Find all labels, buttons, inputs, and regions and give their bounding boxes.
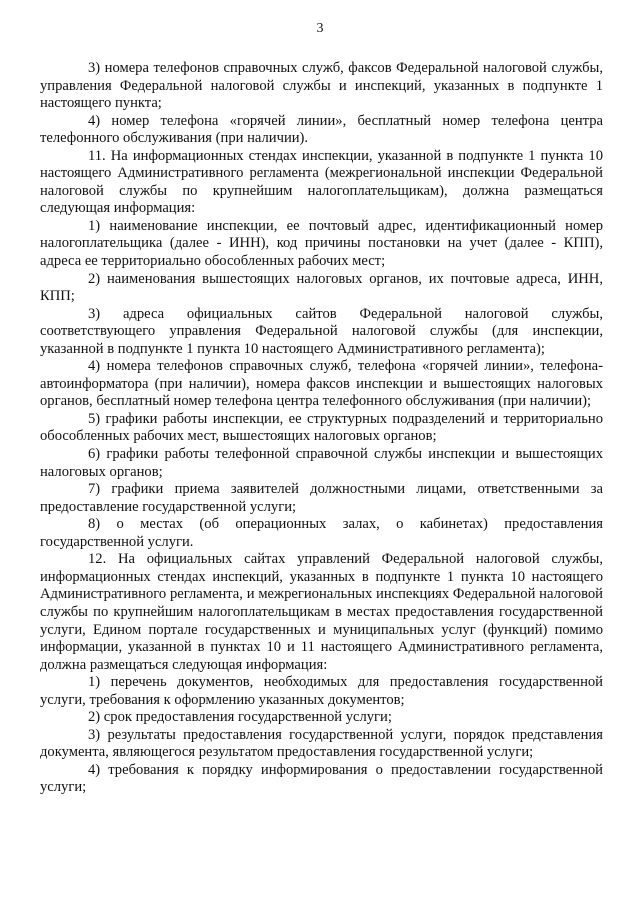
page-number: 3: [316, 21, 324, 36]
paragraph-11-item-3: 3) адреса официальных сайтов Федеральной налоговой службы, соответствующего управления Федеральной налоговой службы (для инспекции, указанной в подпункте 1 пункта 10 настоящего Административного регламента);: [40, 305, 603, 357]
paragraph-12-item-3: 3) результаты предоставления государственной услуги, порядок представления документа, являющегося результатом предоставления государственной услуги;: [40, 726, 603, 761]
paragraph-12-item-2: 2) срок предоставления государственной услуги;: [88, 709, 392, 726]
paragraph-11-item-7: 7) графики приема заявителей должностными лицами, ответственными за предоставление государственной услуги;: [40, 481, 603, 515]
paragraph-clause-12: 12. На официальных сайтах управлений Федеральной налоговой службы, информационных стендах инспекций, указанных в подпункте 1 пункта 10 настоящего Административного регламента, и межрегиональных инспекциях Федеральной налоговой службы по крупнейшим налогоплательщикам в местах предоставления государственной услуги, Едином портале государственных и муниципальных услуг (функций) помимо информации, указанной в пунктах 10 и 11 настоящего Административного регламента, должна размещаться следующая информация:: [40, 551, 603, 673]
paragraph-11-item-4: 4) номера телефонов справочных служб, телефона «горячей линии», телефона-автоинформатора (при наличии), номера факсов инспекции и вышестоящих налоговых органов, бесплатный номер телефона центра телефонного обслуживания (при наличии);: [40, 358, 603, 410]
paragraph-11-item-6: 6) графики работы телефонной справочной службы инспекции и вышестоящих налоговых органов;: [40, 446, 603, 480]
paragraph-item-4-hotline: 4) номер телефона «горячей линии», бесплатный номер телефона центра телефонного обслуживания (при наличии).: [40, 112, 603, 147]
paragraph-11-item-5: 5) графики работы инспекции, ее структурных подразделений и территориально обособленных рабочих мест, вышестоящих налоговых органов;: [40, 410, 603, 445]
paragraph-11-item-8: 8) о местах (об операционных залах, о кабинетах) предоставления государственной услуги.: [40, 516, 603, 550]
paragraph-12-item-4: 4) требования к порядку информирования о предоставлении государственной услуги;: [40, 761, 603, 796]
paragraph-11-item-2: 2) наименования вышестоящих налоговых органов, их почтовые адреса, ИНН, КПП;: [40, 270, 603, 305]
paragraph-12-item-1: 1) перечень документов, необходимых для предоставления государственной услуги, требования к оформлению указанных документов;: [40, 674, 603, 708]
paragraph-clause-11: 11. На информационных стендах инспекции, указанной в подпункте 1 пункта 10 настоящего Административного регламента (межрегиональной инспекции Федеральной налоговой службы по крупнейшим налогоплательщикам), должна размещаться следующая информация:: [40, 147, 603, 217]
document-body: [40, 60, 603, 797]
paragraph-11-item-1: 1) наименование инспекции, ее почтовый адрес, идентификационный номер налогоплательщика (далее - ИНН), код причины постановки на учет (далее - КПП), адреса ее территориально обособленных рабочих мест;: [40, 217, 603, 270]
paragraph-item-3-phones: 3) номера телефонов справочных служб, факсов Федеральной налоговой службы, управления Федеральной налоговой службы и инспекций, указанных в подпункте 1 настоящего пункта;: [40, 60, 603, 112]
